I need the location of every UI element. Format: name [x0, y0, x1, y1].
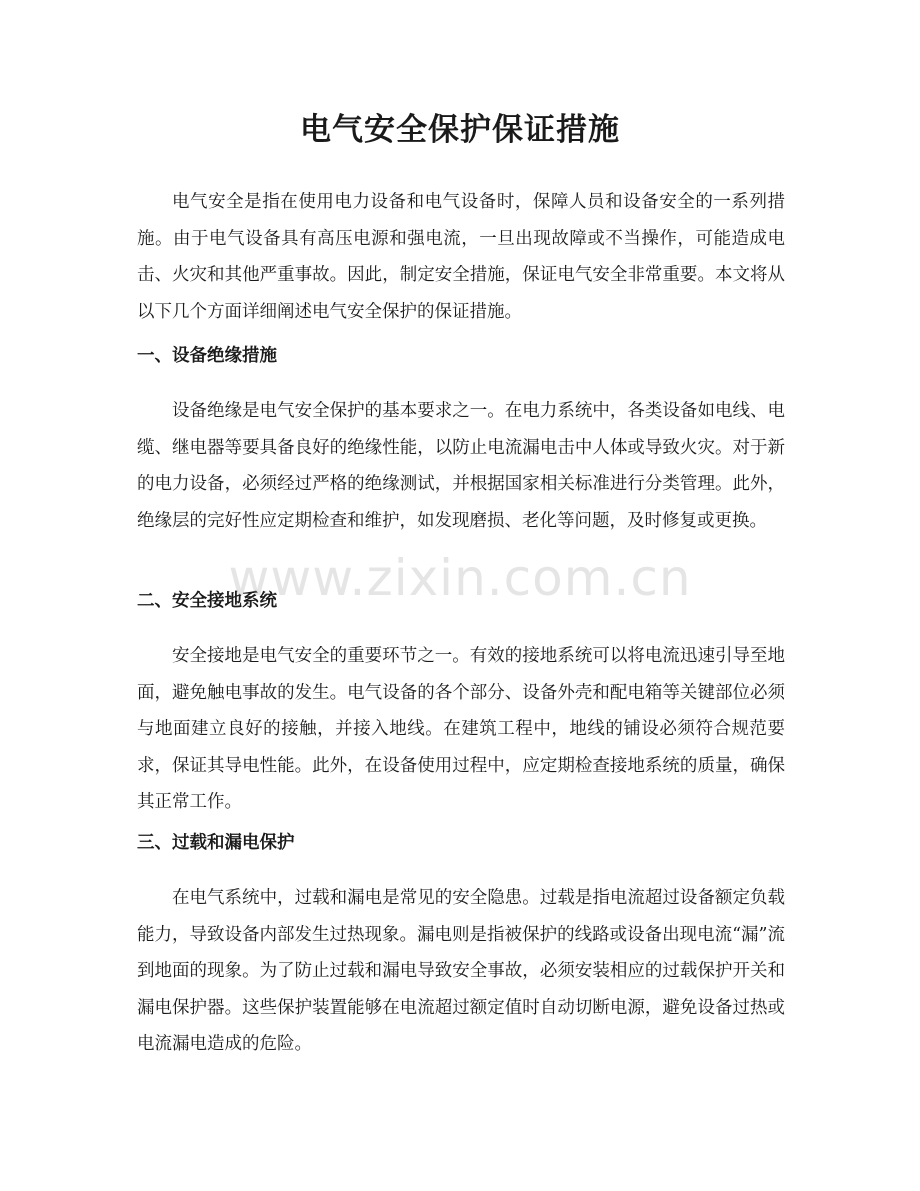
intro-paragraph: 电气安全是指在使用电力设备和电气设备时，保障人员和设备安全的一系列措施。由于电气设备具有高压电源和强电流，一旦出现故障或不当操作，可能造成电击、火灾和其他严重事故。因此，制定安全措施，保证电气安全非常重要。本文将从以下几个方面详细阐述电气安全保护的保证措施。: [137, 192, 785, 322]
section-heading-overload: 三、过载和漏电保护: [137, 833, 295, 853]
section-heading-grounding: 二、安全接地系统: [137, 591, 277, 611]
document-title: 电气安全保护保证措施: [300, 112, 620, 148]
section-heading-insulation: 一、设备绝缘措施: [137, 346, 277, 366]
watermark: www.zixin.com.cn: [228, 549, 692, 607]
section-body-insulation: 设备绝缘是电气安全保护的基本要求之一。在电力系统中，各类设备如电线、电缆、继电器等要具备良好的绝缘性能，以防止电流漏电击中人体或导致火灾。对于新的电力设备，必须经过严格的绝缘测试，并根据国家相关标准进行分类管理。此外，绝缘层的完好性应定期检查和维护，如发现磨损、老化等问题，及时修复或更换。: [137, 401, 785, 531]
section-body-grounding: 安全接地是电气安全的重要环节之一。有效的接地系统可以将电流迅速引导至地面，避免触电事故的发生。电气设备的各个部分、设备外壳和配电箱等关键部位必须与地面建立良好的接触，并接入地线。在建筑工程中，地线的铺设必须符合规范要求，保证其导电性能。此外，在设备使用过程中，应定期检查接地系统的质量，确保其正常工作。: [137, 646, 785, 812]
section-body-overload: 在电气系统中，过载和漏电是常见的安全隐患。过载是指电流超过设备额定负载能力，导致设备内部发生过热现象。漏电则是指被保护的线路或设备出现电流“漏”流到地面的现象。为了防止过载和漏电导致安全事故，必须安装相应的过载保护开关和漏电保护器。这些保护装置能够在电流超过额定值时自动切断电源，避免设备过热或电流漏电造成的危险。: [137, 888, 785, 1054]
